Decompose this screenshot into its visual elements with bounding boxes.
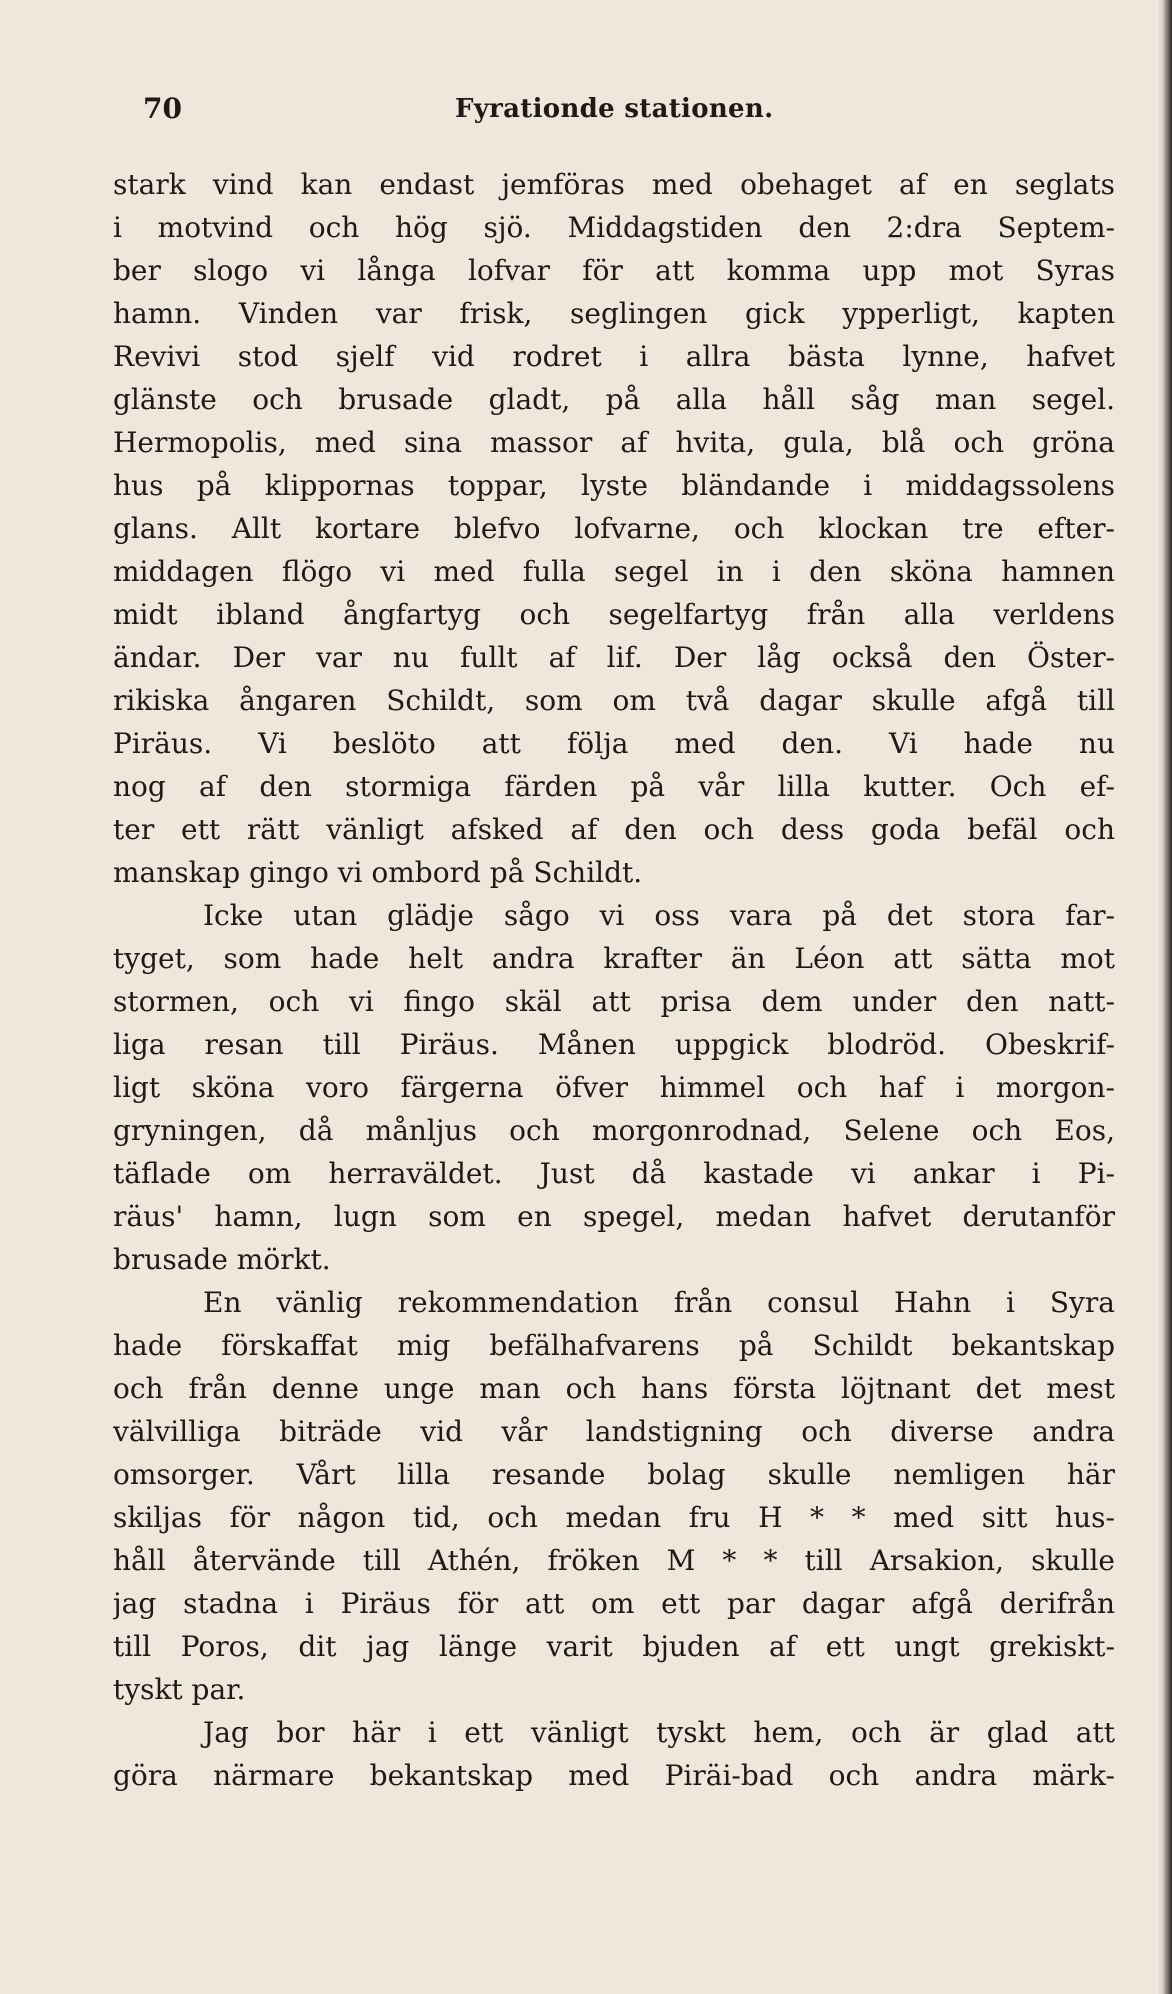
page-edge-shadow [1156,0,1172,1994]
text-line: täflade om herraväldet. Just då kastade vi ankar i Pi- [113,1157,1115,1190]
text-line: hus på klippornas toppar, lyste bländande i middagssolens [113,469,1115,502]
text-line: tyskt par. [113,1673,246,1706]
text-line: omsorger. Vårt lilla resande bolag skulle nemligen här [113,1458,1115,1491]
text-line: hamn. Vinden var frisk, seglingen gick ypperligt, kapten [113,297,1115,330]
page-header [143,92,783,132]
text-line: stark vind kan endast jemföras med obehaget af en seglats [113,168,1115,201]
text-line: En vänlig rekommendation från consul Hahn i Syra [203,1286,1115,1319]
text-line: till Poros, dit jag länge varit bjuden af ett ungt grekiskt- [113,1630,1115,1663]
text-line: manskap gingo vi ombord på Schildt. [113,856,643,889]
text-line: ter ett rätt vänligt afsked af den och dess goda befäl och [113,813,1115,846]
text-line: Hermopolis, med sina massor af hvita, gula, blå och gröna [113,426,1115,459]
text-line: midt ibland ångfartyg och segelfartyg från alla verldens [113,598,1115,631]
text-line: jag stadna i Piräus för att om ett par dagar afgå derifrån [113,1587,1115,1620]
text-line: välvilliga biträde vid vår landstigning och diverse andra [113,1415,1115,1448]
text-line: Jag bor här i ett vänligt tyskt hem, och är glad att [203,1716,1115,1749]
text-line: Piräus. Vi beslöto att följa med den. Vi hade nu [113,727,1115,760]
text-line: ändar. Der var nu fullt af lif. Der låg också den Öster- [113,641,1115,674]
text-line: Icke utan glädje sågo vi oss vara på det stora far- [203,899,1115,932]
text-line: brusade mörkt. [113,1243,331,1276]
text-line: ber slogo vi långa lofvar för att komma upp mot Syras [113,254,1115,287]
text-line: räus' hamn, lugn som en spegel, medan hafvet derutanför [113,1200,1115,1233]
text-line: och från denne unge man och hans första löjtnant det mest [113,1372,1115,1405]
text-line: göra närmare bekantskap med Piräi-bad och andra märk- [113,1759,1115,1792]
text-line: rikiska ångaren Schildt, som om två dagar skulle afgå till [113,684,1115,717]
text-line: stormen, och vi fingo skäl att prisa dem under den natt- [113,985,1115,1018]
text-line: liga resan till Piräus. Månen uppgick blodröd. Obeskrif- [113,1028,1115,1061]
text-line: håll återvände till Athén, fröken M * * till Arsakion, skulle [113,1544,1115,1577]
text-line: skiljas för någon tid, och medan fru H * * med sitt hus- [113,1501,1115,1534]
text-line: glans. Allt kortare blefvo lofvarne, och klockan tre efter- [113,512,1115,545]
text-line: hade förskaffat mig befälhafvarens på Schildt bekantskap [113,1329,1115,1362]
running-title: Fyrationde stationen. [455,94,774,124]
text-line: nog af den stormiga färden på vår lilla kutter. Och ef- [113,770,1115,803]
text-line: Revivi stod sjelf vid rodret i allra bästa lynne, hafvet [113,340,1115,373]
text-line: ligt sköna voro färgerna öfver himmel och haf i morgon- [113,1071,1115,1104]
text-line: middagen flögo vi med fulla segel in i den sköna hamnen [113,555,1115,588]
text-line: tyget, som hade helt andra krafter än Léon att sätta mot [113,942,1115,975]
body-text [113,163,1115,1797]
text-line: glänste och brusade gladt, på alla håll såg man segel. [113,383,1115,416]
page-number: 70 [143,92,182,125]
text-line: gryningen, då månljus och morgonrodnad, Selene och Eos, [113,1114,1115,1147]
text-line: i motvind och hög sjö. Middagstiden den 2:dra Septem- [113,211,1115,244]
